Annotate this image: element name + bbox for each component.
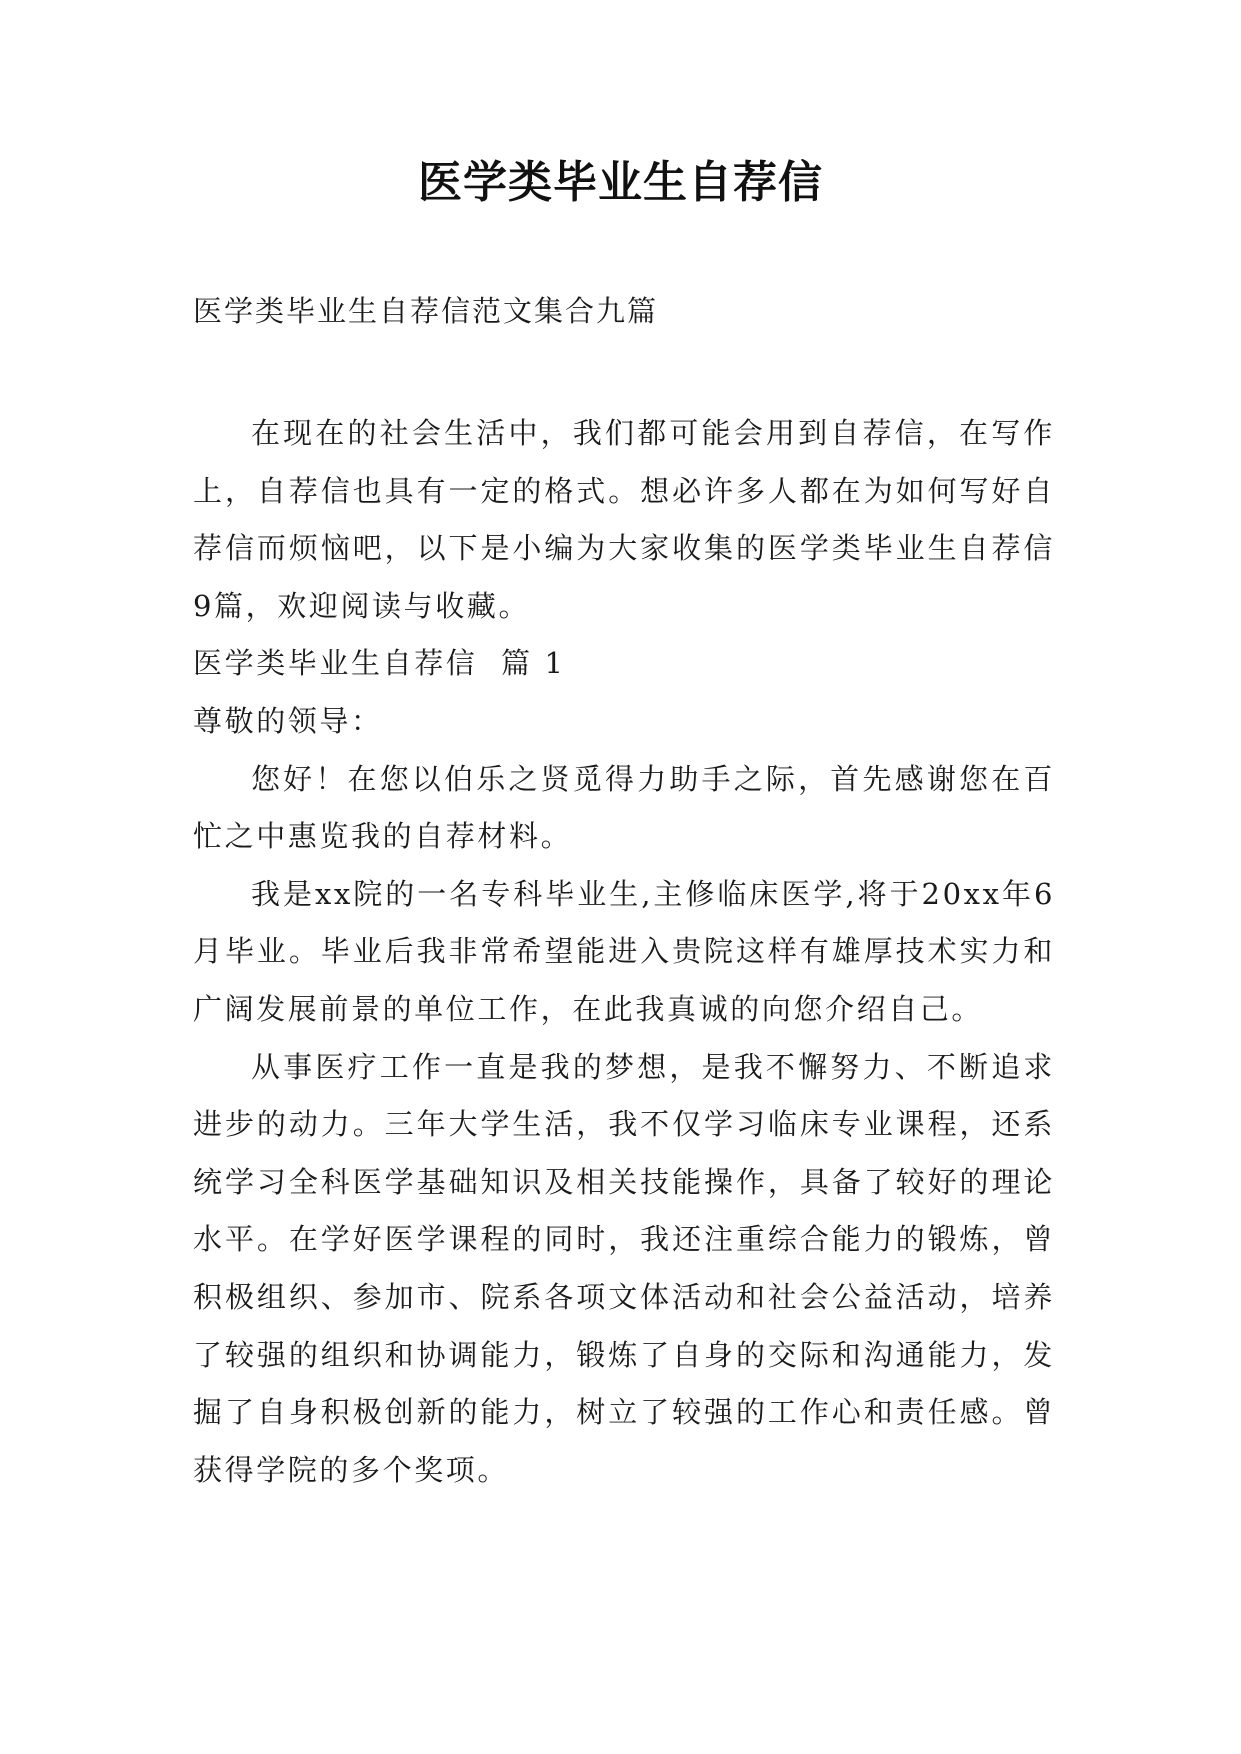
document-title: 医学类毕业生自荐信 xyxy=(418,157,823,208)
document-body xyxy=(193,405,1055,1499)
intro-paragraph: 在现在的社会生活中，我们都可能会用到自荐信，在写作上，自荐信也具有一定的格式。想必许多人都在为如何写好自荐信而烦恼吧，以下是小编为大家收集的医学类毕业生自荐信9篇，欢迎阅读与收藏。 xyxy=(193,416,1055,623)
body-paragraph: 您好！在您以伯乐之贤觅得力助手之际，首先感谢您在百忙之中惠览我的自荐材料。 xyxy=(193,761,1055,854)
section-heading: 医学类毕业生自荐信 篇 1 xyxy=(193,646,566,681)
document-subtitle: 医学类毕业生自荐信范文集合九篇 xyxy=(193,294,659,328)
salutation: 尊敬的领导： xyxy=(193,703,383,738)
body-paragraph: 从事医疗工作一直是我的梦想，是我不懈努力、不断追求进步的动力。三年大学生活，我不仅学习临床专业课程，还系统学习全科医学基础知识及相关技能操作，具备了较好的理论水平。在学好医学课程的同时，我还注重综合能力的锻炼，曾积极组织、参加市、院系各项文体活动和社会公益活动，培养了较强的组织和协调能力，锻炼了自身的交际和沟通能力，发掘了自身积极创新的能力，树立了较强的工作心和责任感。曾获得学院的多个奖项。 xyxy=(193,1049,1055,1487)
body-paragraph: 我是xx院的一名专科毕业生,主修临床医学,将于20xx年6月毕业。毕业后我非常希望能进入贵院这样有雄厚技术实力和广阔发展前景的单位工作，在此我真诚的向您介绍自己。 xyxy=(193,876,1055,1026)
